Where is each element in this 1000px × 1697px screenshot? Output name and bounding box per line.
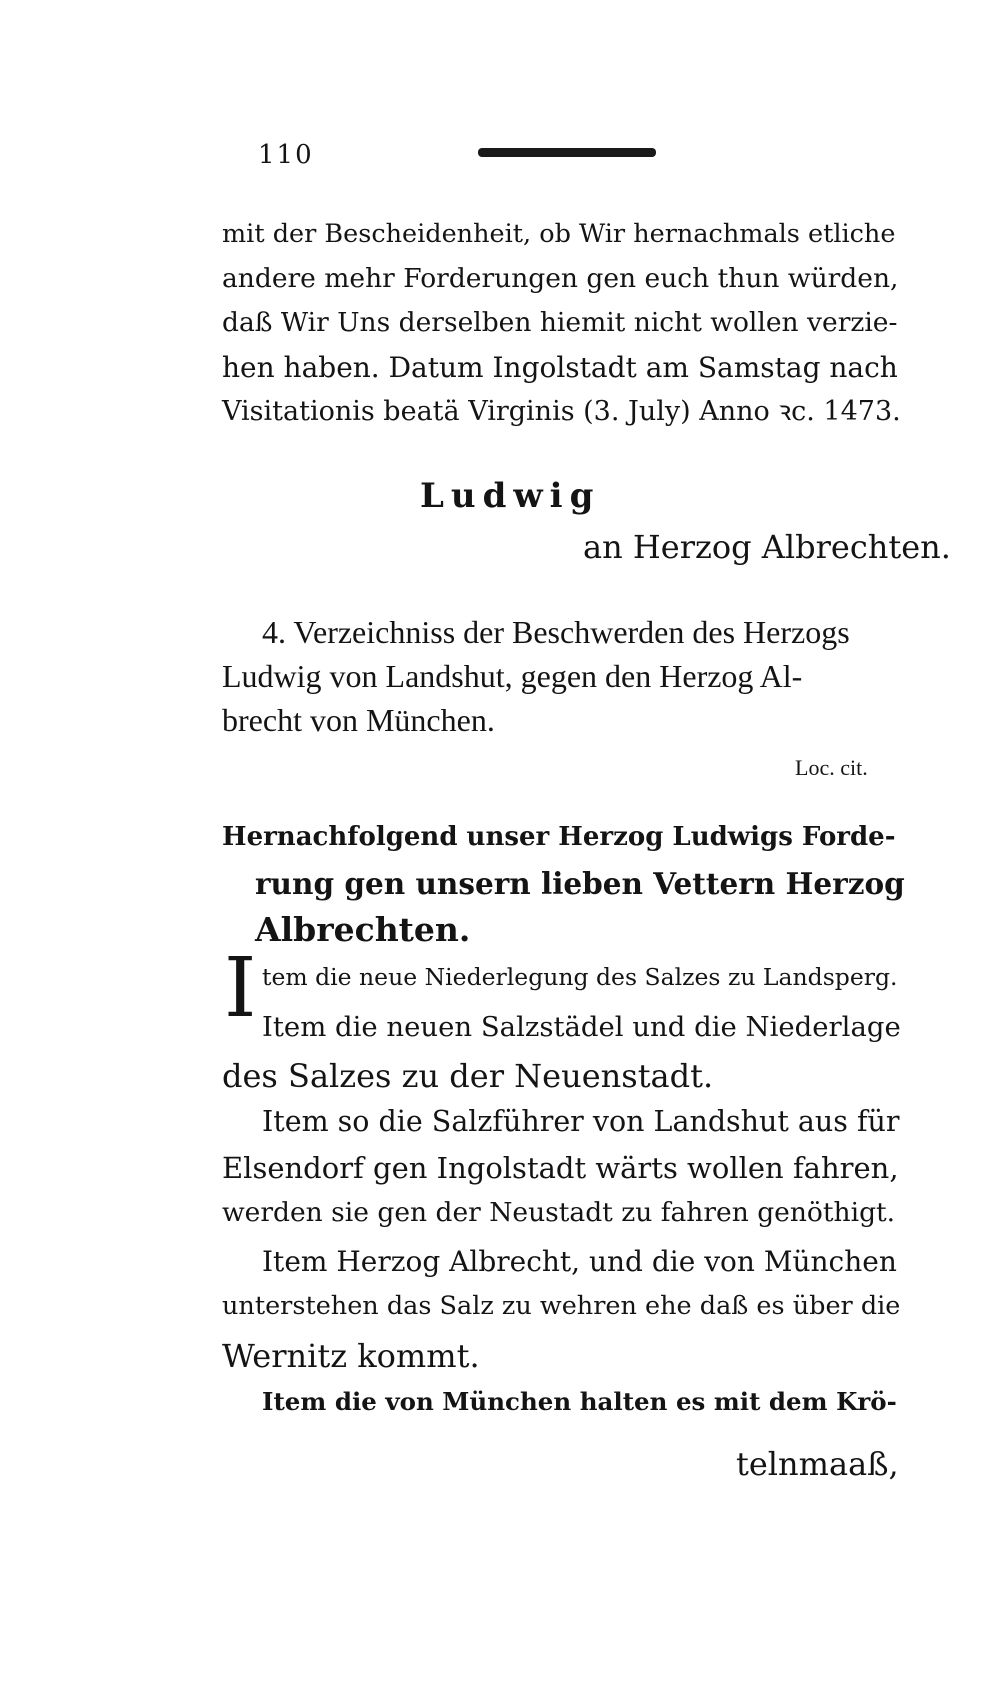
heading-line: 4. Verzeichniss der Beschwerden des Herzogs: [262, 614, 850, 650]
text-line: andere mehr Forderungen gen euch thun würden,: [222, 263, 899, 294]
item-line: Wernitz kommt.: [222, 1337, 480, 1375]
text-line: hen haben. Datum Ingolstadt am Samstag nach: [222, 351, 898, 384]
signature-recipient: an Herzog Albrechten.: [583, 528, 951, 566]
subheading-line: Hernachfolgend unser Herzog Ludwigs Forde-: [222, 822, 896, 852]
page-number: 110: [258, 140, 314, 170]
subheading-line: rung gen unsern lieben Vettern Herzog: [255, 866, 905, 901]
drop-cap: I: [224, 941, 257, 1036]
heading-line: brecht von München.: [222, 702, 495, 738]
heading-line: Ludwig von Landshut, gegen den Herzog Al-: [222, 658, 803, 694]
signature-name: Ludwig: [420, 476, 601, 516]
source-reference: Loc. cit.: [795, 755, 868, 780]
catchword: telnmaaß,: [736, 1445, 899, 1483]
item-line: Item so die Salzführer von Landshut aus für: [262, 1105, 900, 1138]
item-line: Item die neuen Salzstädel und die Niederlage: [262, 1011, 901, 1043]
text-line: mit der Bescheidenheit, ob Wir hernachmals etliche: [222, 219, 896, 249]
item-line: Elsendorf gen Ingolstadt wärts wollen fahren,: [222, 1151, 899, 1185]
top-rule: [478, 148, 656, 157]
item-line: des Salzes zu der Neuenstadt.: [222, 1057, 714, 1095]
item-line: Item die von München halten es mit dem Krö-: [262, 1387, 897, 1416]
item-line: unterstehen das Salz zu wehren ehe daß es über die: [222, 1291, 901, 1321]
item-line: werden sie gen der Neustadt zu fahren genöthigt.: [222, 1197, 896, 1228]
text-line: daß Wir Uns derselben hiemit nicht wollen verzie-: [222, 307, 898, 338]
text-line: Visitationis beatä Virginis (3. July) Anno ꝛc. 1473.: [222, 396, 901, 427]
item-line: tem die neue Niederlegung des Salzes zu Landsperg.: [262, 963, 898, 991]
item-line: Item Herzog Albrecht, und die von München: [262, 1245, 897, 1278]
subheading-line: Albrechten.: [255, 910, 471, 949]
